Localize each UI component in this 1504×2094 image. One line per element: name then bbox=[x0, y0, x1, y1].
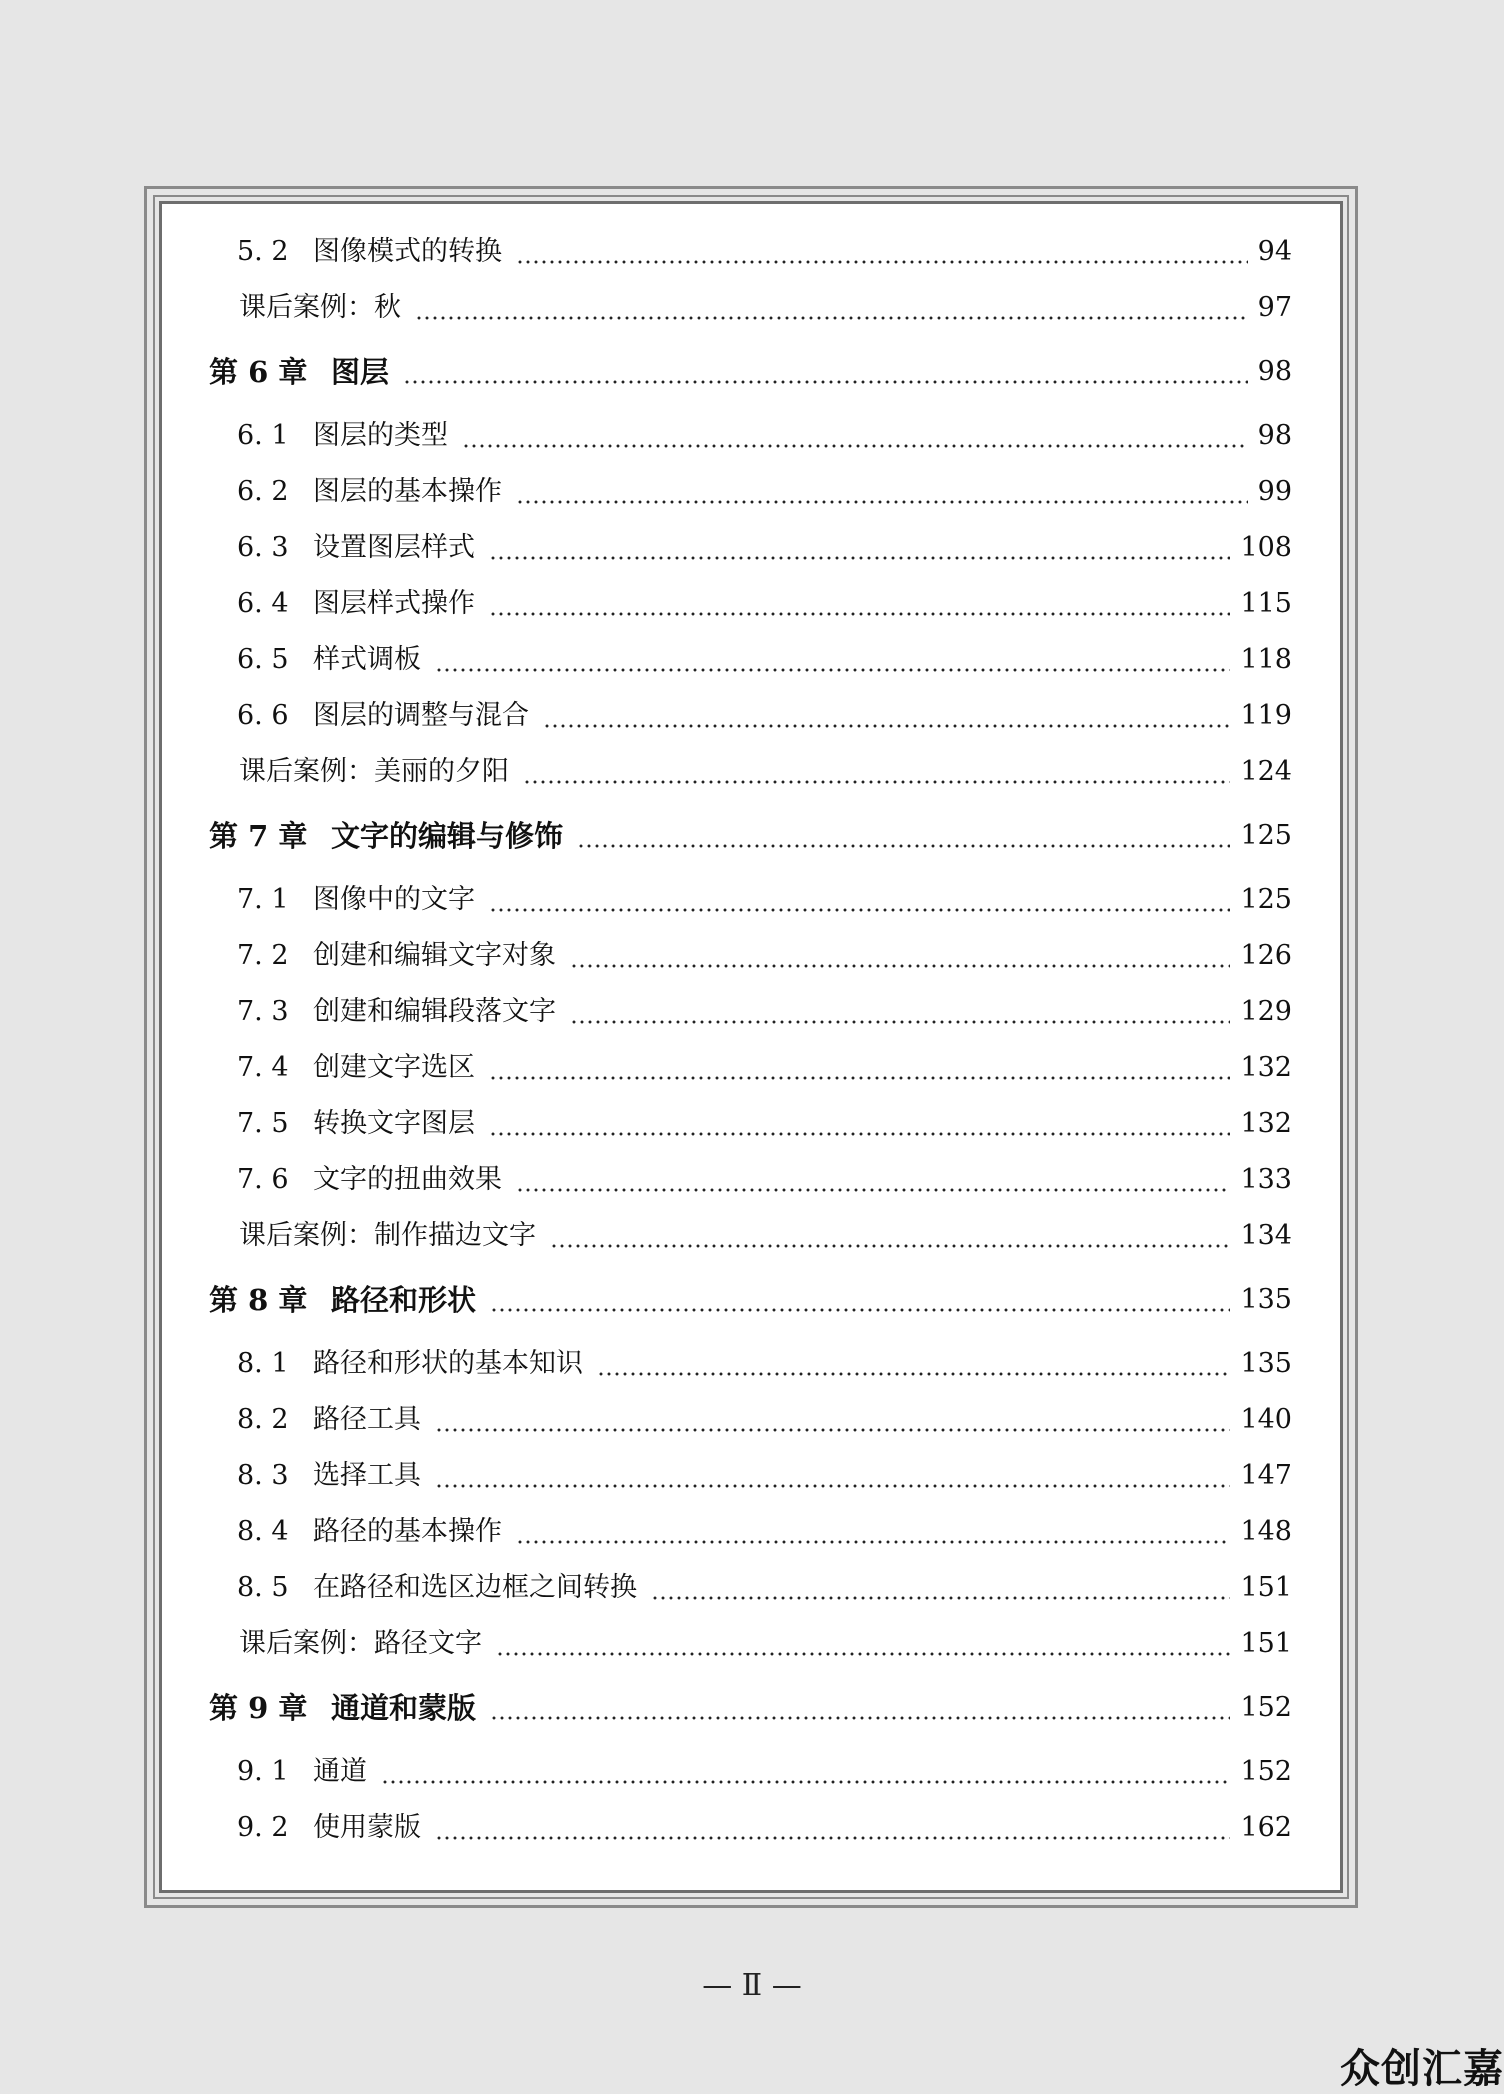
toc-entry-title: 路径和形状的基本知识 bbox=[313, 1348, 583, 1379]
toc-entry-number: 8. 1 bbox=[237, 1348, 289, 1379]
dot-leader bbox=[490, 1688, 1230, 1722]
dot-leader bbox=[570, 992, 1230, 1026]
toc-entry-page-number: 125 bbox=[1240, 884, 1292, 915]
toc-case-entry[interactable] bbox=[239, 1624, 1292, 1664]
toc-section-entry[interactable] bbox=[237, 640, 1292, 680]
toc-entry-number: 5. 2 bbox=[237, 236, 289, 267]
toc-section-entry[interactable] bbox=[237, 1344, 1292, 1384]
toc-entry-page-number: 126 bbox=[1240, 940, 1292, 971]
toc-entry-page-number: 119 bbox=[1240, 700, 1292, 731]
dot-leader bbox=[577, 816, 1230, 850]
dot-leader bbox=[489, 880, 1230, 914]
toc-entry-page-number: 125 bbox=[1240, 820, 1292, 851]
dot-leader bbox=[651, 1568, 1230, 1602]
dot-leader bbox=[516, 232, 1248, 266]
toc-entry-number: 第 6 章 bbox=[209, 355, 308, 389]
toc-entry-number: 8. 3 bbox=[237, 1460, 289, 1491]
toc-entry-title: 图像中的文字 bbox=[313, 884, 475, 915]
dot-leader bbox=[489, 1048, 1230, 1082]
dot-leader bbox=[523, 752, 1230, 786]
dot-leader bbox=[490, 1280, 1230, 1314]
toc-entry-title: 图像模式的转换 bbox=[313, 236, 502, 267]
dot-leader bbox=[462, 416, 1248, 450]
toc-entry-title: 创建和编辑文字对象 bbox=[313, 940, 556, 971]
toc-entry-number: 8. 5 bbox=[237, 1572, 289, 1603]
toc-entry-page-number: 133 bbox=[1240, 1164, 1292, 1195]
toc-entry-page-number: 108 bbox=[1240, 532, 1292, 563]
toc-entry-page-number: 132 bbox=[1240, 1052, 1292, 1083]
toc-entry-title: 图层 bbox=[331, 355, 390, 389]
toc-entry-number: 7. 2 bbox=[237, 940, 289, 971]
toc-entry-page-number: 147 bbox=[1240, 1460, 1292, 1491]
toc-entry-number: 7. 4 bbox=[237, 1052, 289, 1083]
toc-section-entry[interactable] bbox=[237, 992, 1292, 1032]
dot-leader bbox=[403, 352, 1248, 386]
toc-entry-title: 通道 bbox=[313, 1756, 367, 1787]
toc-entry-title: 路径的基本操作 bbox=[313, 1516, 502, 1547]
toc-entry-title: 图层的基本操作 bbox=[313, 476, 502, 507]
toc-section-entry[interactable] bbox=[237, 1752, 1292, 1792]
page-number-footer: — Ⅱ — bbox=[702, 1968, 802, 2003]
toc-entry-number: 6. 3 bbox=[237, 532, 289, 563]
dot-leader bbox=[489, 584, 1230, 618]
toc-chapter-entry[interactable] bbox=[209, 1280, 1292, 1320]
toc-entry-number: 9. 1 bbox=[237, 1756, 289, 1787]
toc-entry-number: 8. 4 bbox=[237, 1516, 289, 1547]
toc-entry-page-number: 115 bbox=[1240, 588, 1292, 619]
toc-section-entry[interactable] bbox=[237, 1568, 1292, 1608]
toc-entry-title: 在路径和选区边框之间转换 bbox=[313, 1572, 637, 1603]
dot-leader bbox=[516, 1512, 1230, 1546]
toc-entry-number: 第 8 章 bbox=[209, 1283, 308, 1317]
dot-leader bbox=[435, 1808, 1230, 1842]
toc-entry-title: 选择工具 bbox=[313, 1460, 421, 1491]
toc-entry-number: 6. 1 bbox=[237, 420, 289, 451]
toc-entry-title: 课后案例：美丽的夕阳 bbox=[239, 756, 509, 787]
toc-case-entry[interactable] bbox=[239, 752, 1292, 792]
toc-section-entry[interactable] bbox=[237, 528, 1292, 568]
toc-entry-page-number: 134 bbox=[1240, 1220, 1292, 1251]
toc-entry-title: 文字的编辑与修饰 bbox=[331, 819, 564, 853]
toc-entry-title: 转换文字图层 bbox=[313, 1108, 475, 1139]
toc-entry-title: 创建和编辑段落文字 bbox=[313, 996, 556, 1027]
toc-entry-number: 7. 6 bbox=[237, 1164, 289, 1195]
toc-section-entry[interactable] bbox=[237, 936, 1292, 976]
dot-leader bbox=[435, 1456, 1230, 1490]
toc-section-entry[interactable] bbox=[237, 232, 1292, 272]
toc-entry-title: 路径和形状 bbox=[331, 1283, 477, 1317]
toc-entry-title: 图层的类型 bbox=[313, 420, 448, 451]
toc-chapter-entry[interactable] bbox=[209, 816, 1292, 856]
toc-entry-page-number: 129 bbox=[1240, 996, 1292, 1027]
dot-leader bbox=[496, 1624, 1230, 1658]
toc-entry-page-number: 132 bbox=[1240, 1108, 1292, 1139]
toc-entry-title: 样式调板 bbox=[313, 644, 421, 675]
toc-entry-title: 文字的扭曲效果 bbox=[313, 1164, 502, 1195]
toc-entry-number: 第 7 章 bbox=[209, 819, 308, 853]
toc-entry-title: 课后案例：路径文字 bbox=[239, 1628, 482, 1659]
toc-entry-title: 路径工具 bbox=[313, 1404, 421, 1435]
toc-entry-title: 课后案例：秋 bbox=[239, 292, 401, 323]
dot-leader bbox=[543, 696, 1230, 730]
toc-section-entry[interactable] bbox=[237, 880, 1292, 920]
toc-entry-page-number: 135 bbox=[1240, 1348, 1292, 1379]
toc-entry-page-number: 151 bbox=[1240, 1628, 1292, 1659]
toc-entry-page-number: 140 bbox=[1240, 1404, 1292, 1435]
toc-entry-page-number: 124 bbox=[1240, 756, 1292, 787]
toc-case-entry[interactable] bbox=[239, 288, 1292, 328]
toc-section-entry[interactable] bbox=[237, 1400, 1292, 1440]
toc-entry-title: 图层样式操作 bbox=[313, 588, 475, 619]
toc-entry-title: 通道和蒙版 bbox=[331, 1691, 477, 1725]
dot-leader bbox=[415, 288, 1248, 322]
toc-entry-number: 9. 2 bbox=[237, 1812, 289, 1843]
toc-section-entry[interactable] bbox=[237, 1456, 1292, 1496]
toc-entry-title: 设置图层样式 bbox=[313, 532, 475, 563]
toc-section-entry[interactable] bbox=[237, 696, 1292, 736]
toc-entry-page-number: 148 bbox=[1240, 1516, 1292, 1547]
toc-entry-page-number: 152 bbox=[1240, 1756, 1292, 1787]
toc-chapter-entry[interactable] bbox=[209, 1688, 1292, 1728]
toc-entry-page-number: 98 bbox=[1257, 356, 1292, 387]
toc-entry-number: 6. 2 bbox=[237, 476, 289, 507]
toc-entry-page-number: 151 bbox=[1240, 1572, 1292, 1603]
toc-entry-number: 6. 5 bbox=[237, 644, 289, 675]
dot-leader bbox=[516, 1160, 1230, 1194]
toc-entry-number: 7. 3 bbox=[237, 996, 289, 1027]
toc-entry-number: 第 9 章 bbox=[209, 1691, 308, 1725]
toc-section-entry[interactable] bbox=[237, 1048, 1292, 1088]
toc-section-entry[interactable] bbox=[237, 1160, 1292, 1200]
toc-entry-page-number: 152 bbox=[1240, 1692, 1292, 1723]
toc-entry-number: 8. 2 bbox=[237, 1404, 289, 1435]
dot-leader bbox=[516, 472, 1248, 506]
toc-entry-page-number: 135 bbox=[1240, 1284, 1292, 1315]
toc-section-entry[interactable] bbox=[237, 1104, 1292, 1144]
toc-entry-number: 6. 4 bbox=[237, 588, 289, 619]
toc-entry-title: 图层的调整与混合 bbox=[313, 700, 529, 731]
toc-entry-page-number: 94 bbox=[1257, 236, 1292, 267]
toc-entry-page-number: 162 bbox=[1240, 1812, 1292, 1843]
watermark-logo: 众创汇嘉 bbox=[1340, 2046, 1504, 2092]
toc-section-entry[interactable] bbox=[237, 1512, 1292, 1552]
toc-entry-number: 7. 5 bbox=[237, 1108, 289, 1139]
toc-entry-number: 6. 6 bbox=[237, 700, 289, 731]
dot-leader bbox=[550, 1216, 1230, 1250]
toc-entry-page-number: 97 bbox=[1257, 292, 1292, 323]
dot-leader bbox=[435, 1400, 1230, 1434]
toc-section-entry[interactable] bbox=[237, 584, 1292, 624]
dot-leader bbox=[435, 640, 1230, 674]
dot-leader bbox=[597, 1344, 1230, 1378]
toc-case-entry[interactable] bbox=[239, 1216, 1292, 1256]
toc-entry-title: 创建文字选区 bbox=[313, 1052, 475, 1083]
dot-leader bbox=[570, 936, 1230, 970]
toc-section-entry[interactable] bbox=[237, 416, 1292, 456]
dot-leader bbox=[489, 1104, 1230, 1138]
toc-entry-title: 课后案例：制作描边文字 bbox=[239, 1220, 536, 1251]
toc-section-entry[interactable] bbox=[237, 1808, 1292, 1848]
toc-entry-page-number: 99 bbox=[1257, 476, 1292, 507]
toc-entry-page-number: 98 bbox=[1257, 420, 1292, 451]
dot-leader bbox=[381, 1752, 1230, 1786]
toc-chapter-entry[interactable] bbox=[209, 352, 1292, 392]
toc-entry-page-number: 118 bbox=[1240, 644, 1292, 675]
toc-entry-number: 7. 1 bbox=[237, 884, 289, 915]
dot-leader bbox=[489, 528, 1230, 562]
toc-entry-title: 使用蒙版 bbox=[313, 1812, 421, 1843]
toc-section-entry[interactable] bbox=[237, 472, 1292, 512]
